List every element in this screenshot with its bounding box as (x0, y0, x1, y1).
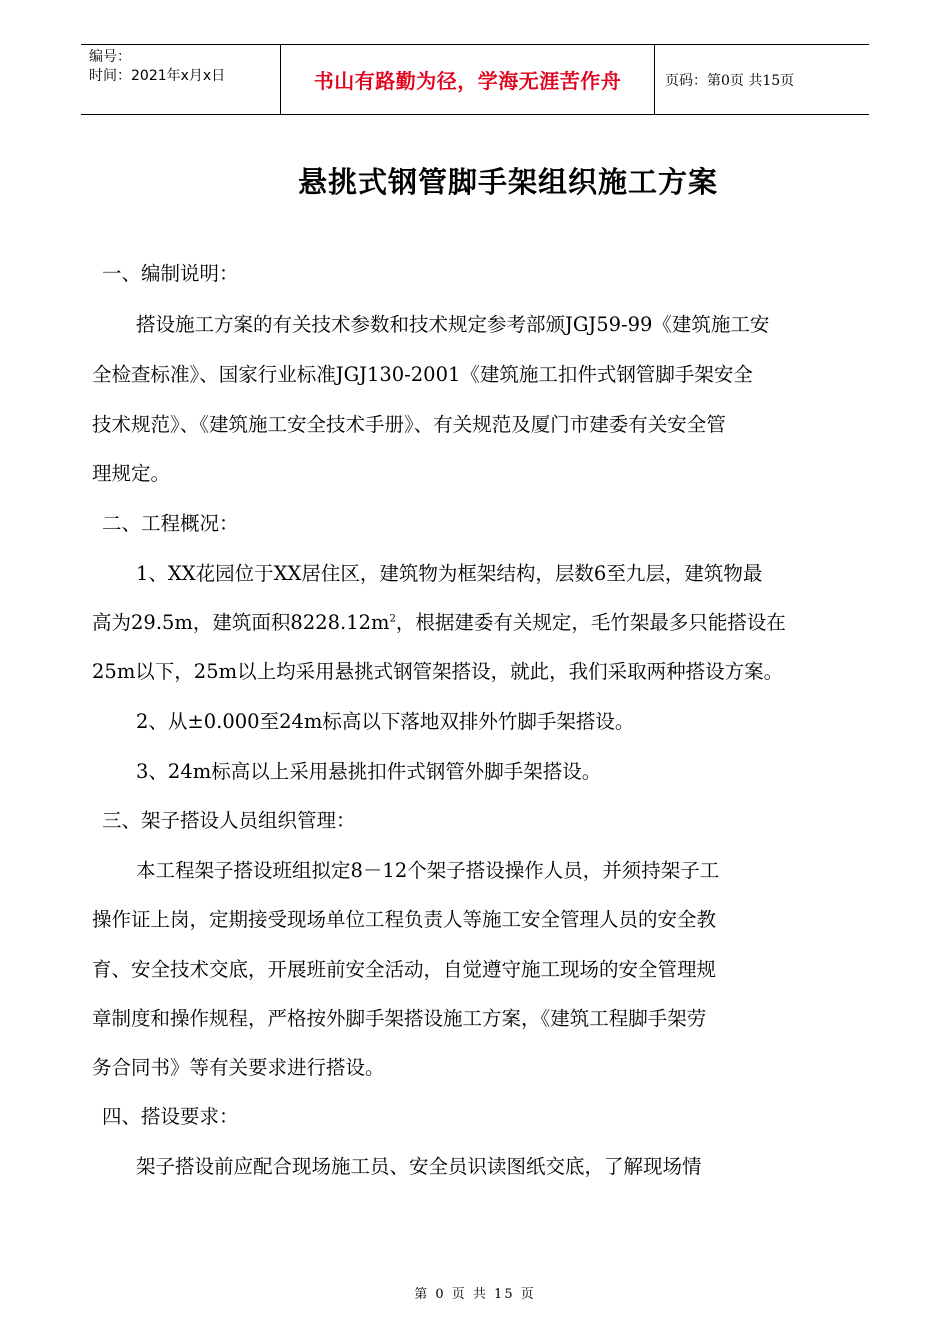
paragraph-line: 架子搭设前应配合现场施工员、安全员识读图纸交底，了解现场情 (136, 1155, 702, 1178)
section-heading-4: 四、搭设要求： (102, 1105, 239, 1128)
area-text-rest: ，根据建委有关规定，毛竹架最多只能搭设在 (395, 611, 786, 634)
section-heading-3: 三、架子搭设人员组织管理： (102, 809, 356, 832)
doc-time-label: 时间：2021年x月x日 (89, 68, 226, 84)
header-motto-cell (281, 45, 655, 114)
paragraph-line: 章制度和操作规程，严格按外脚手架搭设施工方案，《建筑工程脚手架劳 (92, 1007, 707, 1030)
paragraph-line: 育、安全技术交底，开展班前安全活动，自觉遵守施工现场的安全管理规 (92, 958, 717, 981)
page-header (81, 44, 869, 115)
paragraph-line: 操作证上岗，定期接受现场单位工程负责人等施工安全管理人员的安全教 (92, 908, 717, 931)
doc-number-label: 编号： (89, 49, 131, 65)
paragraph-line: 搭设施工方案的有关技术参数和技术规定参考部颁JGJ59-99《建筑施工安 (136, 313, 770, 336)
paragraph-line: 本工程架子搭设班组拟定8－12个架子搭设操作人员，并须持架子工 (136, 859, 720, 882)
paragraph-line (92, 613, 786, 633)
paragraph-line: 务合同书》等有关要求进行搭设。 (92, 1056, 385, 1079)
header-motto: 书山有路勤为径，学海无涯苦作舟 (313, 69, 622, 93)
paragraph-line: 3、24m标高以上采用悬挑扣件式钢管外脚手架搭设。 (136, 760, 602, 783)
document-title: 悬挑式钢管脚手架组织施工方案 (297, 165, 718, 199)
paragraph-line: 全检查标准》、国家行业标准JGJ130-2001《建筑施工扣件式钢管脚手架安全 (92, 363, 753, 386)
paragraph-line: 技术规范》、《建筑施工安全技术手册》、有关规范及厦门市建委有关安全管 (92, 413, 726, 436)
header-page-info: 页码：第0页 共15页 (665, 72, 795, 89)
paragraph-line: 理规定。 (92, 462, 171, 485)
area-text: 高为29.5m，建筑面积8228.12m (92, 611, 390, 634)
section-heading-1: 一、编制说明： (102, 262, 239, 285)
paragraph-line: 2、从±0.000至24m标高以下落地双排外竹脚手架搭设。 (136, 710, 635, 733)
paragraph-line: 25m以下，25m以上均采用悬挑式钢管架搭设，就此，我们采取两种搭设方案。 (92, 660, 784, 683)
page-footer: 第 0 页 共 15 页 (414, 1287, 536, 1302)
paragraph-line: 1、XX花园位于XX居住区，建筑物为框架结构，层数6至九层，建筑物最 (136, 562, 763, 585)
header-meta (81, 45, 281, 114)
superscript-two: 2 (389, 613, 396, 625)
section-heading-2: 二、工程概况： (102, 512, 239, 535)
